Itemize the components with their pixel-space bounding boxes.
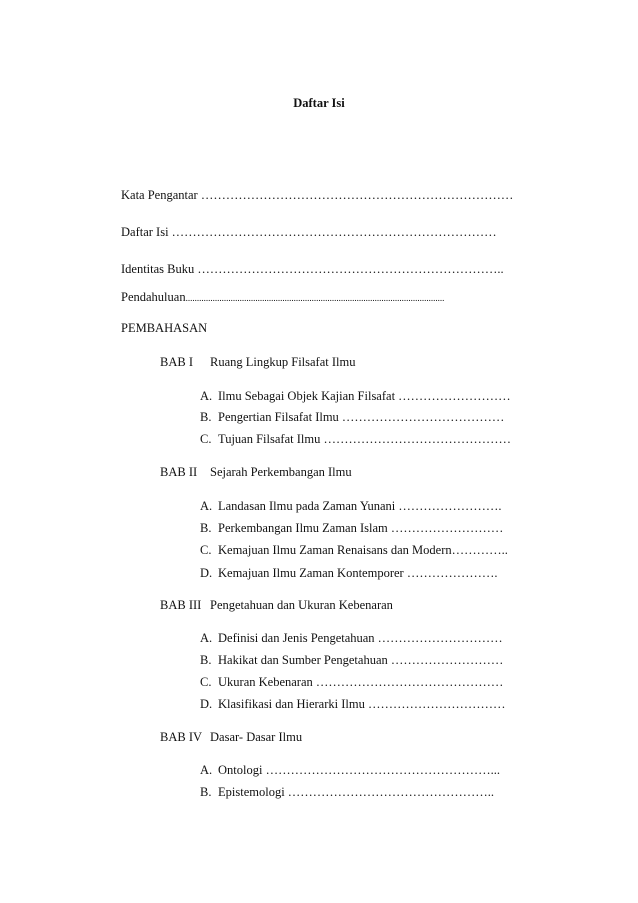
toc-entry-label: Kata Pengantar — [121, 188, 198, 202]
subentry-text: Epistemologi ………………………………………….. — [218, 785, 495, 799]
toc-entry-dots: ………………………………………………………………… — [200, 188, 514, 202]
subentry-text: Landasan Ilmu pada Zaman Yunani ……………………. — [218, 499, 502, 513]
chapter-title: Dasar- Dasar Ilmu — [210, 730, 303, 744]
toc-subentry — [200, 785, 494, 799]
subentry-letter: B. — [200, 410, 212, 424]
chapter-heading — [160, 355, 355, 369]
chapter-title: Pengetahuan dan Ukuran Kebenaran — [210, 598, 393, 612]
subentry-letter: B. — [200, 653, 212, 667]
subentry-text: Definisi dan Jenis Pengetahuan ………………………… — [218, 631, 503, 645]
toc-subentry — [200, 653, 503, 667]
toc-subentry — [200, 763, 500, 777]
toc-subentry — [200, 566, 497, 580]
toc-subentry — [200, 631, 503, 645]
chapter-heading — [160, 465, 352, 479]
subentry-text: Kemajuan Ilmu Zaman Renaisans dan Modern………….. — [218, 543, 508, 557]
toc-entry-kata-pengantar — [121, 188, 513, 202]
subentry-text: Tujuan Filsafat Ilmu ……………………………………… — [218, 432, 511, 446]
toc-subentry — [200, 389, 511, 403]
chapter-number: BAB I — [160, 355, 193, 369]
subentry-letter: B. — [200, 785, 212, 799]
chapter-heading — [160, 598, 393, 612]
toc-subentry — [200, 410, 504, 424]
subentry-text: Ukuran Kebenaran ……………………………………… — [218, 675, 504, 689]
chapter-heading — [160, 730, 302, 744]
chapter-number: BAB III — [160, 598, 202, 612]
toc-subentry — [200, 697, 505, 711]
subentry-letter: A. — [200, 631, 213, 645]
toc-entry-identitas-buku — [121, 262, 504, 276]
subentry-letter: B. — [200, 521, 212, 535]
subentry-letter: A. — [200, 389, 213, 403]
subentry-letter: D. — [200, 697, 213, 711]
toc-subentry — [200, 499, 502, 513]
subentry-text: Ilmu Sebagai Objek Kajian Filsafat ……………………… — [218, 389, 511, 403]
subentry-text: Klasifikasi dan Hierarki Ilmu …………………………… — [218, 697, 506, 711]
subentry-text: Pengertian Filsafat Ilmu ………………………………… — [218, 410, 505, 424]
toc-entry-label: Pendahuluan — [121, 290, 186, 304]
toc-entry-label: Daftar Isi — [121, 225, 169, 239]
subentry-letter: C. — [200, 543, 212, 557]
subentry-letter: D. — [200, 566, 213, 580]
chapter-title: Sejarah Perkembangan Ilmu — [210, 465, 352, 479]
toc-entry-daftar-isi — [121, 225, 497, 239]
toc-entry-label: Identitas Buku — [121, 262, 195, 276]
page-title: Daftar Isi — [293, 96, 345, 110]
subentry-text: Hakikat dan Sumber Pengetahuan ……………………… — [218, 653, 504, 667]
chapter-number: BAB IV — [160, 730, 203, 744]
toc-entry-pendahuluan — [121, 290, 444, 305]
subentry-letter: A. — [200, 499, 213, 513]
toc-entry-dots: …………………………………………………………………… — [171, 225, 497, 239]
chapter-number: BAB II — [160, 465, 198, 479]
subentry-text: Kemajuan Ilmu Zaman Kontemporer …………………. — [218, 566, 498, 580]
toc-subentry — [200, 675, 503, 689]
section-heading: PEMBAHASAN — [121, 321, 208, 335]
toc-subentry — [200, 432, 511, 446]
subentry-text: Ontologi ………………………………………………... — [218, 763, 500, 777]
subentry-text: Perkembangan Ilmu Zaman Islam ……………………… — [218, 521, 504, 535]
subentry-letter: C. — [200, 675, 212, 689]
toc-subentry — [200, 543, 508, 557]
toc-subentry — [200, 521, 503, 535]
subentry-letter: A. — [200, 763, 213, 777]
toc-entry-dots: ................................................................................................................... — [185, 293, 445, 303]
chapter-title: Ruang Lingkup Filsafat Ilmu — [210, 355, 356, 369]
subentry-letter: C. — [200, 432, 212, 446]
toc-entry-dots: ……………………………………………………………….. — [197, 262, 504, 276]
